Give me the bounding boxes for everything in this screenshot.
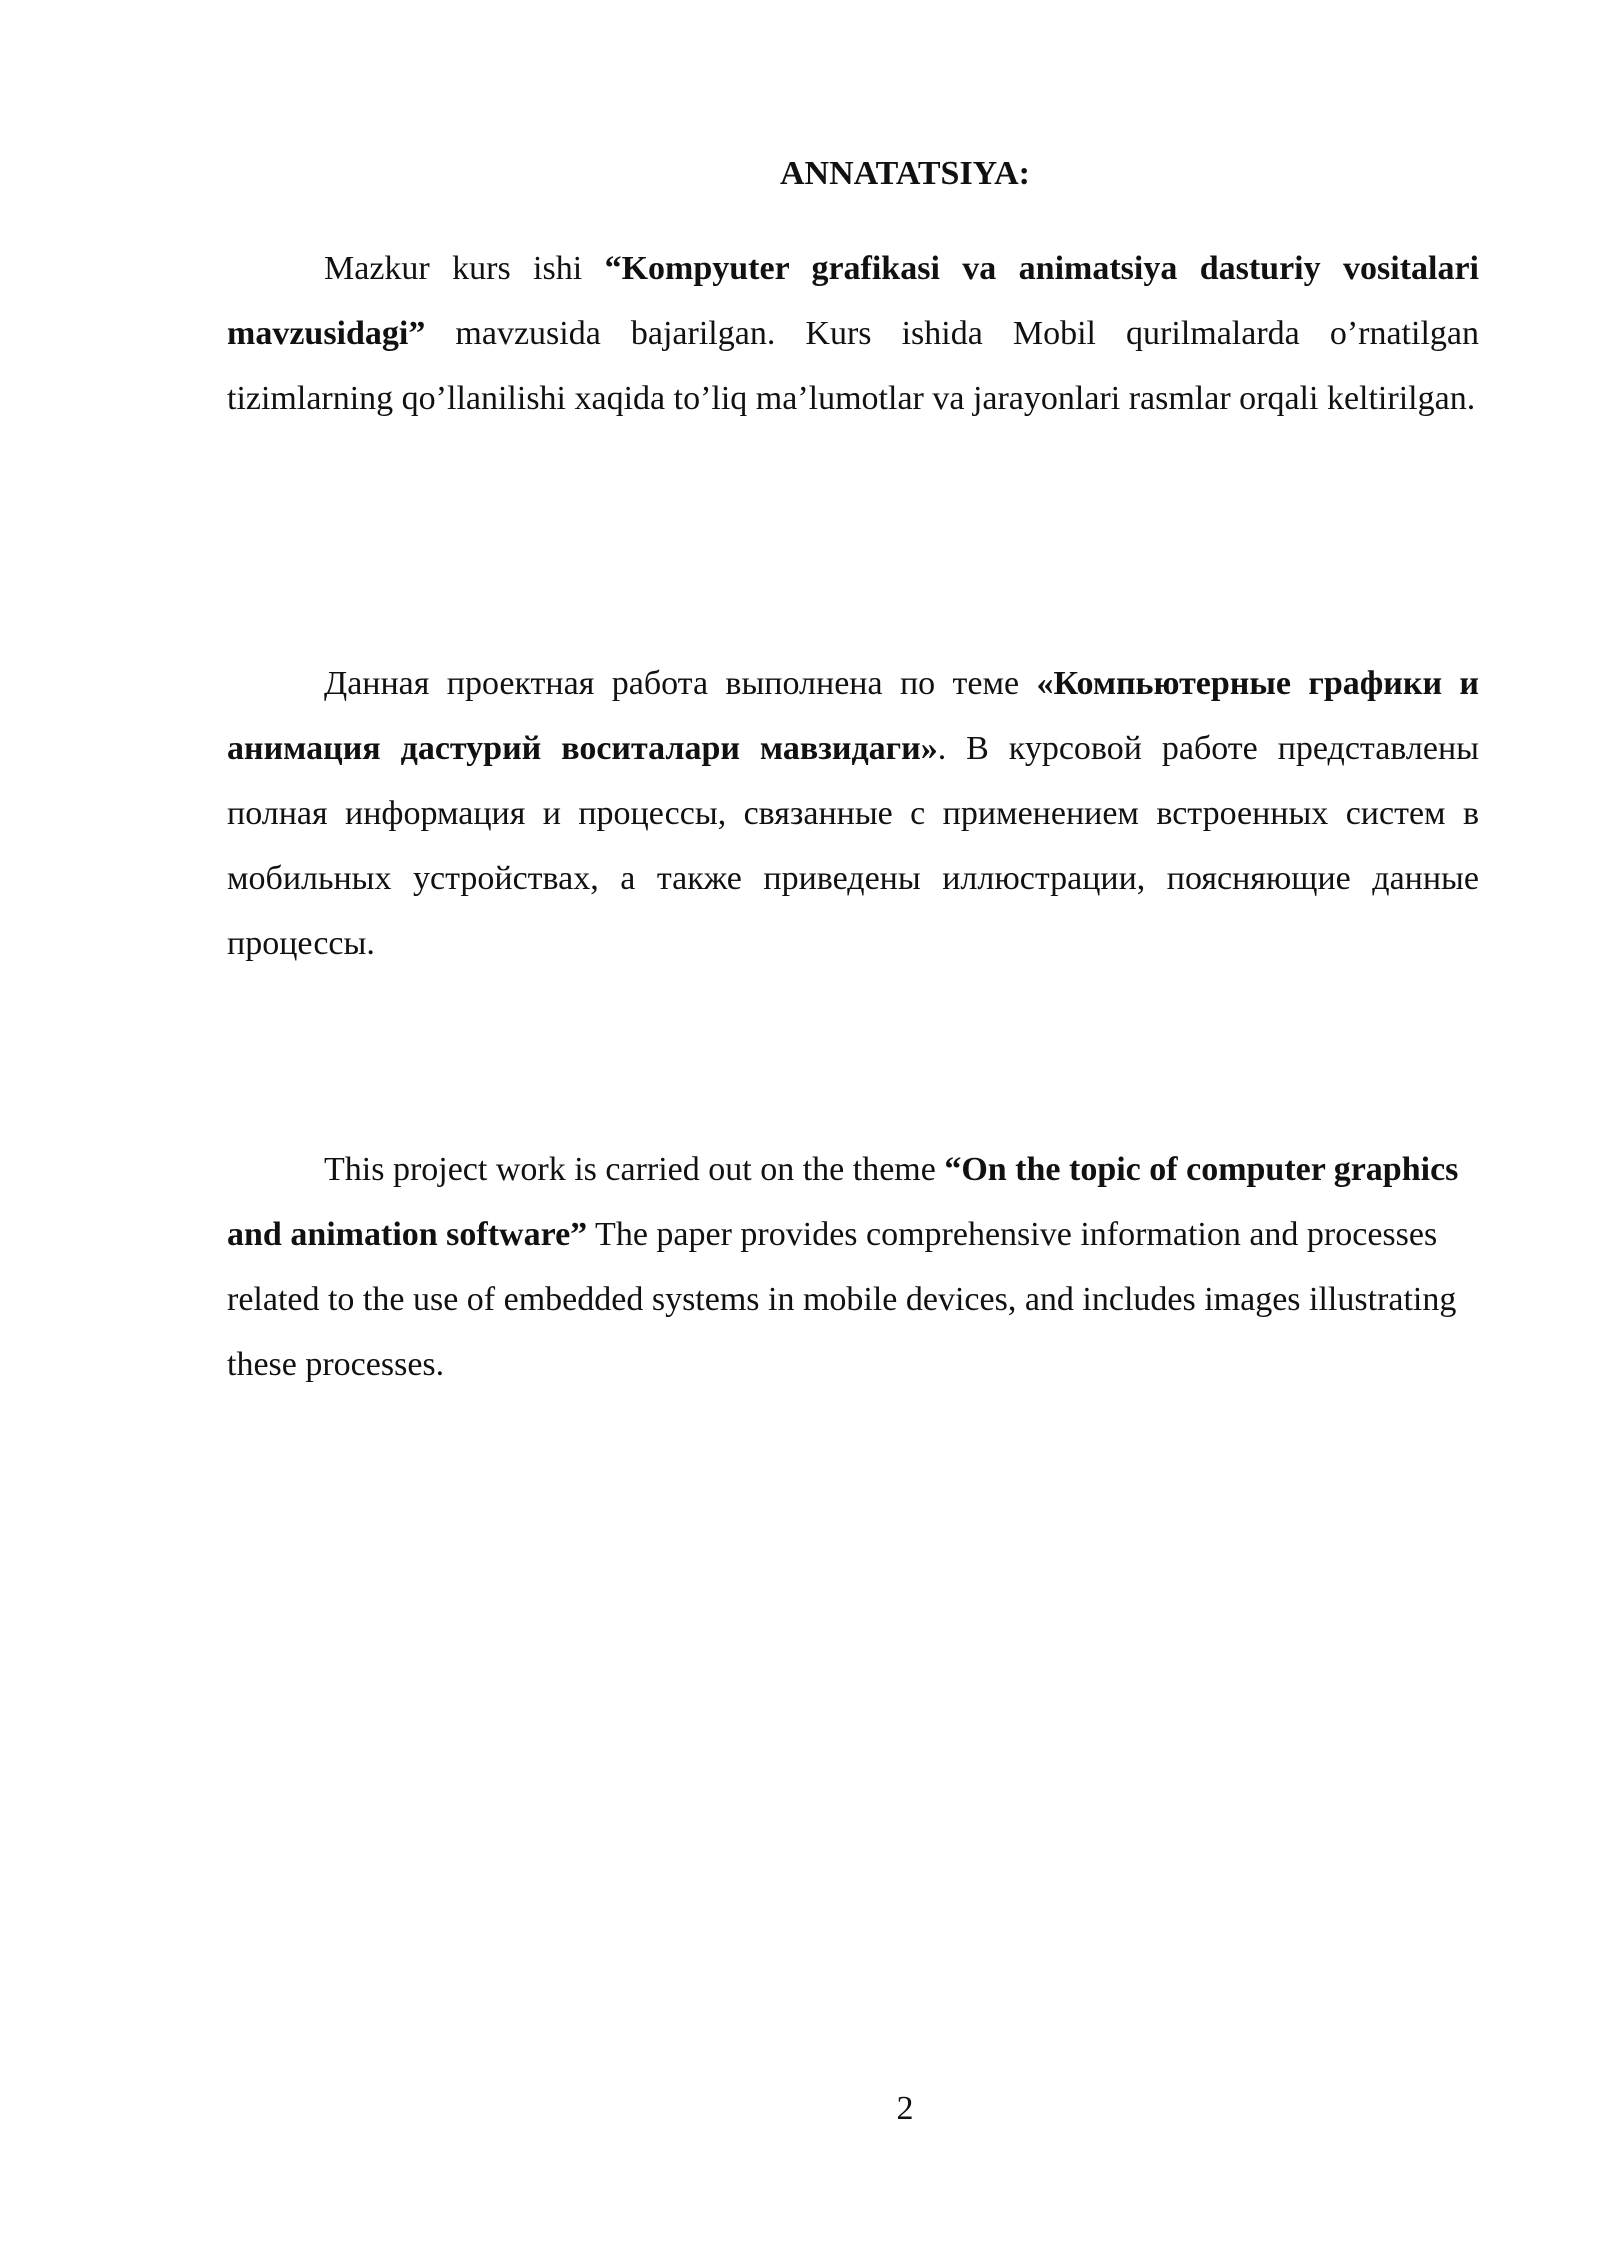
paragraph-uzbek-lead: Mazkur kurs ishi bbox=[324, 250, 605, 287]
paragraph-english-title: “On the topic of computer graphics and animation software” bbox=[227, 1151, 1459, 1253]
paragraph-uzbek-rest: mavzusida bajarilgan. Kurs ishida Mobil qurilmalarda o’rnatilgan tizimlarning qo’llanilishi xaqida to’liq ma’lumotlar va jarayonlari rasmlar orqali keltirilgan. bbox=[227, 315, 1479, 417]
page-number: 2 bbox=[896, 2090, 914, 2127]
paragraph-russian-title: «Компьютерные графики и анимация дастурий воситалари мавзидаги» bbox=[227, 665, 1479, 767]
paragraph-russian bbox=[227, 651, 1479, 976]
paragraph-russian-lead: Данная проектная работа выполнена по теме bbox=[324, 665, 1037, 702]
paragraph-english bbox=[227, 1137, 1467, 1397]
paragraph-uzbek-title: “Kompyuter grafikasi va animatsiya dasturiy vositalari mavzusidagi” bbox=[227, 250, 1479, 352]
paragraph-russian-rest: . В курсовой работе представлены полная информация и процессы, связанные с применением встроенных систем в мобильных устройствах, а также приведены иллюстрации, поясняющие данные процессы. bbox=[227, 730, 1479, 962]
annotation-heading: ANNATATSIYA: bbox=[779, 155, 1030, 192]
paragraph-uzbek bbox=[227, 236, 1479, 431]
paragraph-english-rest: The paper provides comprehensive information and processes related to the use of embedded systems in mobile devices, and includes images illustrating these processes. bbox=[227, 1216, 1457, 1383]
paragraph-english-lead: This project work is carried out on the theme bbox=[324, 1151, 945, 1188]
